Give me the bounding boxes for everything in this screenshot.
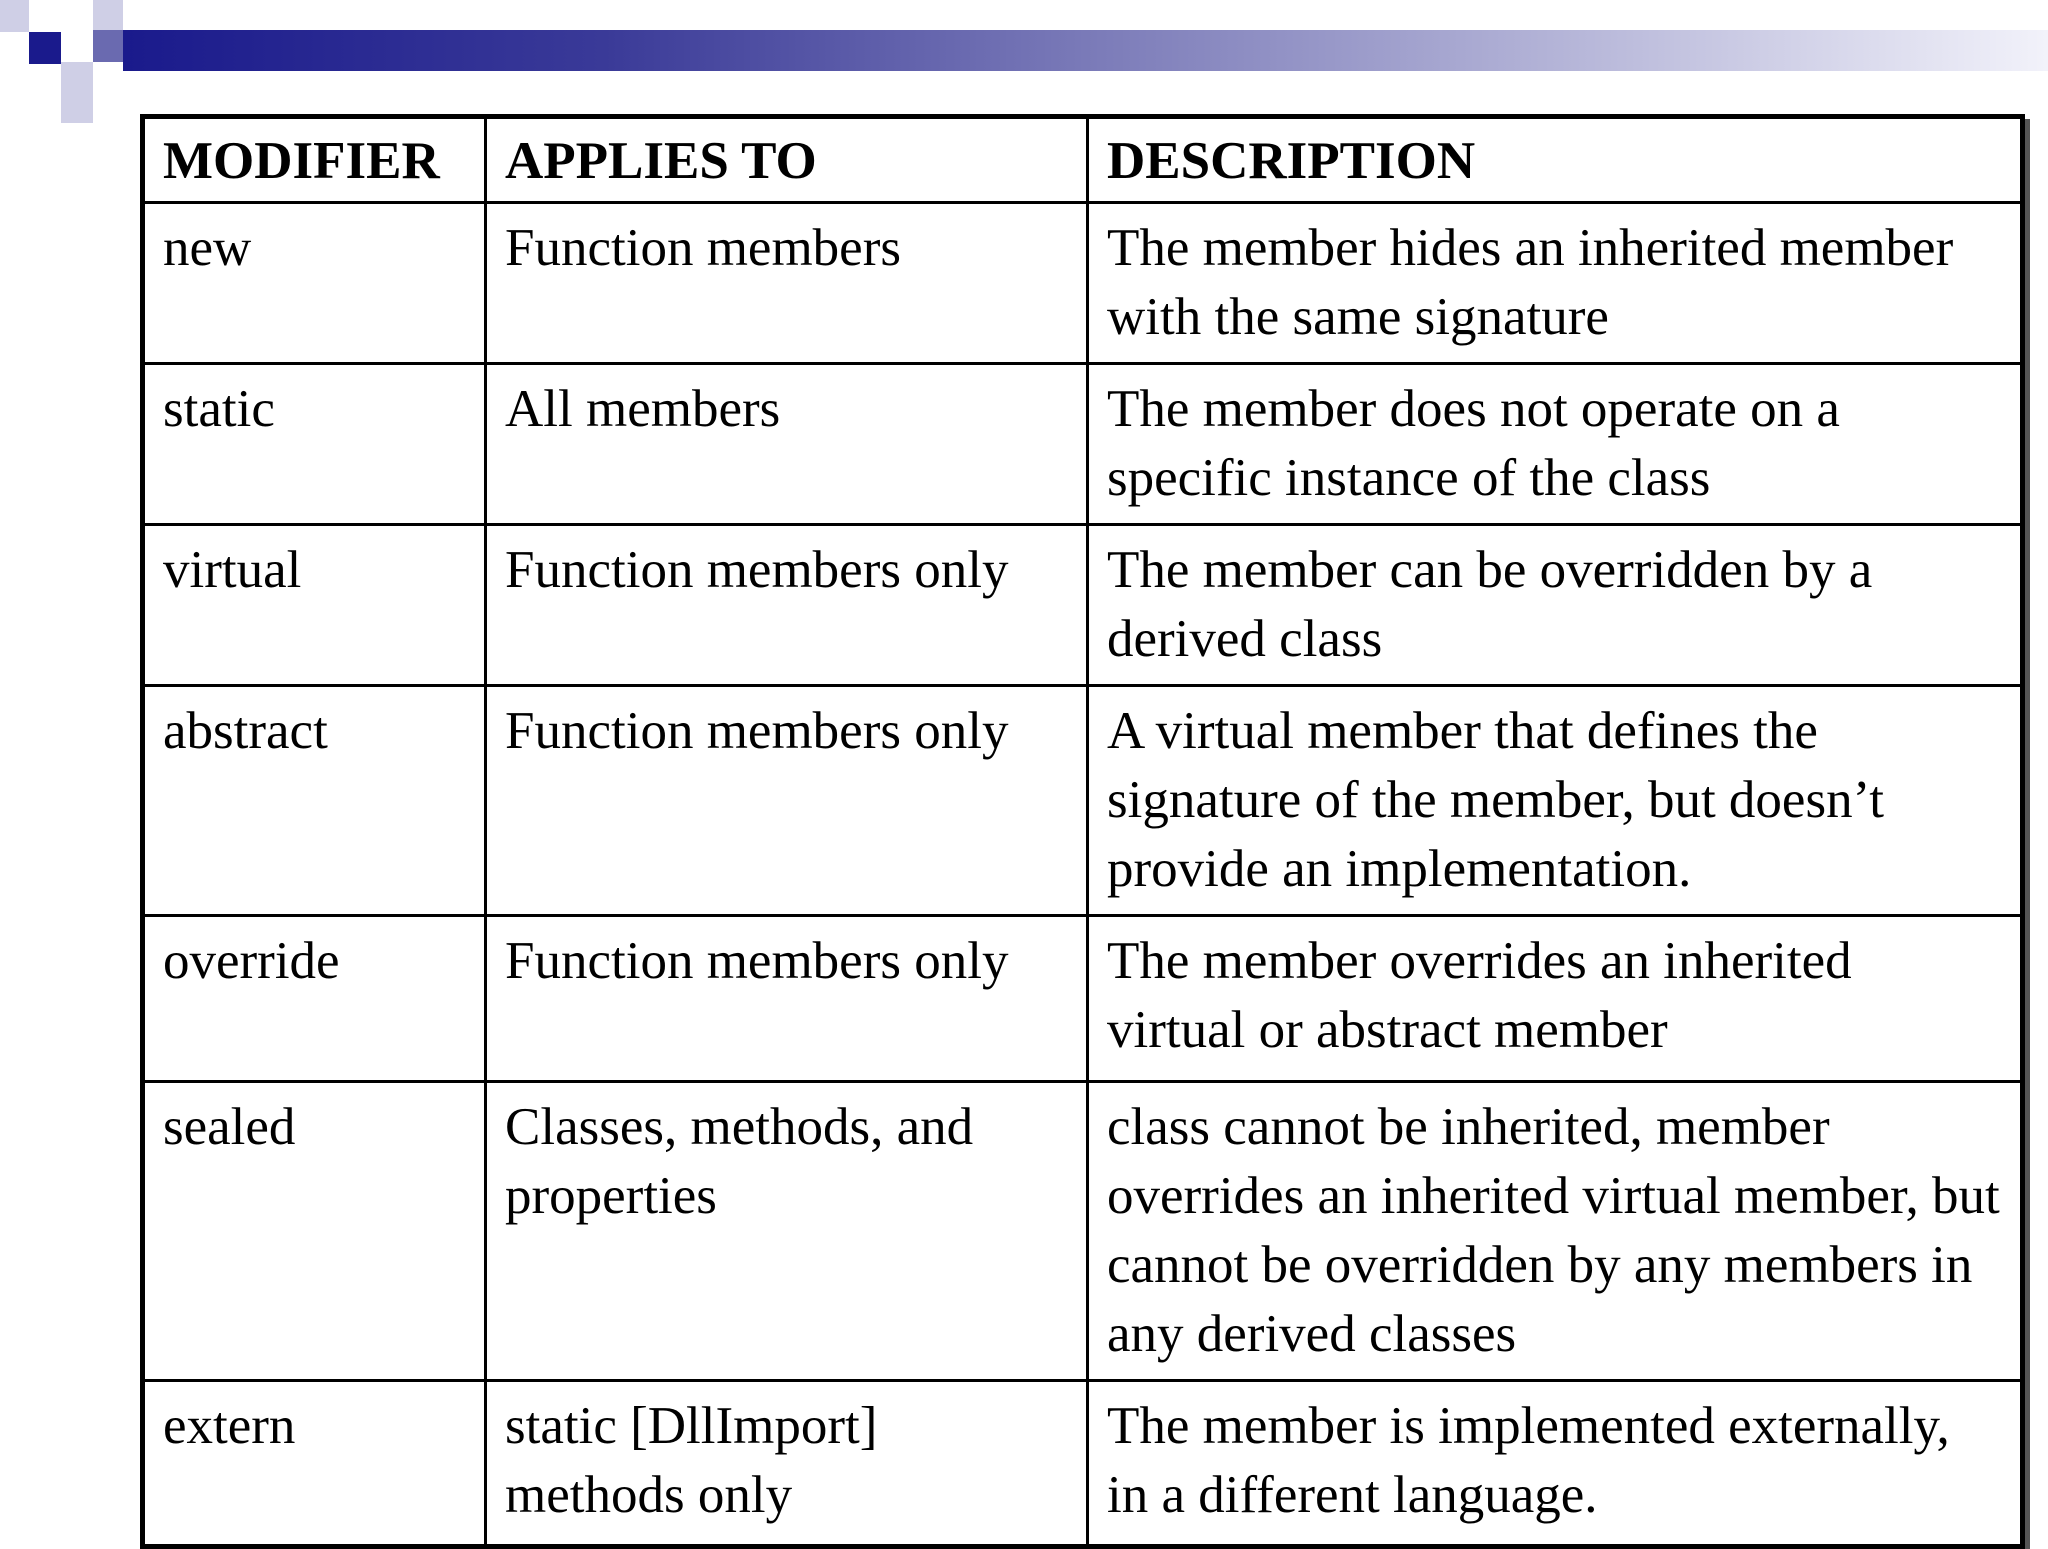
table-row	[143, 916, 2023, 1082]
decorative-square	[93, 30, 123, 62]
description-cell: The member hides an inherited member with the same signature	[1088, 203, 2023, 364]
table-row	[143, 686, 2023, 916]
modifier-table	[140, 114, 2025, 1549]
applies-to-cell: Function members only	[486, 686, 1088, 916]
decorative-square	[29, 32, 61, 64]
description-cell: The member can be overridden by a derived class	[1088, 525, 2023, 686]
table-row	[143, 1381, 2023, 1547]
modifier-cell: static	[143, 364, 486, 525]
applies-to-cell: Function members only	[486, 525, 1088, 686]
applies-to-cell: static [DllImport] methods only	[486, 1381, 1088, 1547]
table-header-row	[143, 117, 2023, 203]
table-row	[143, 364, 2023, 525]
column-header-description: DESCRIPTION	[1088, 117, 2023, 203]
header-gradient-band	[123, 30, 2048, 71]
table-row	[143, 525, 2023, 686]
description-cell: The member does not operate on a specific instance of the class	[1088, 364, 2023, 525]
description-cell: The member overrides an inherited virtual or abstract member	[1088, 916, 2023, 1082]
modifier-cell: virtual	[143, 525, 486, 686]
table-row	[143, 1082, 2023, 1381]
column-header-modifier: MODIFIER	[143, 117, 486, 203]
modifier-cell: override	[143, 916, 486, 1082]
column-header-applies-to: APPLIES TO	[486, 117, 1088, 203]
applies-to-cell: All members	[486, 364, 1088, 525]
decorative-square	[93, 0, 123, 32]
applies-to-cell: Classes, methods, and properties	[486, 1082, 1088, 1381]
table-row	[143, 203, 2023, 364]
decorative-square	[61, 62, 93, 95]
modifier-cell: new	[143, 203, 486, 364]
modifier-cell: sealed	[143, 1082, 486, 1381]
modifier-table-container	[140, 114, 2020, 1549]
applies-to-cell: Function members only	[486, 916, 1088, 1082]
description-cell: The member is implemented externally, in a different language.	[1088, 1381, 2023, 1547]
modifier-cell: extern	[143, 1381, 486, 1547]
decorative-square	[0, 0, 29, 32]
modifier-cell: abstract	[143, 686, 486, 916]
applies-to-cell: Function members	[486, 203, 1088, 364]
description-cell: A virtual member that defines the signature of the member, but doesn’t provide an implementation.	[1088, 686, 2023, 916]
decorative-square	[61, 95, 93, 123]
description-cell: class cannot be inherited, member overrides an inherited virtual member, but cannot be overridden by any members in any derived classes	[1088, 1082, 2023, 1381]
